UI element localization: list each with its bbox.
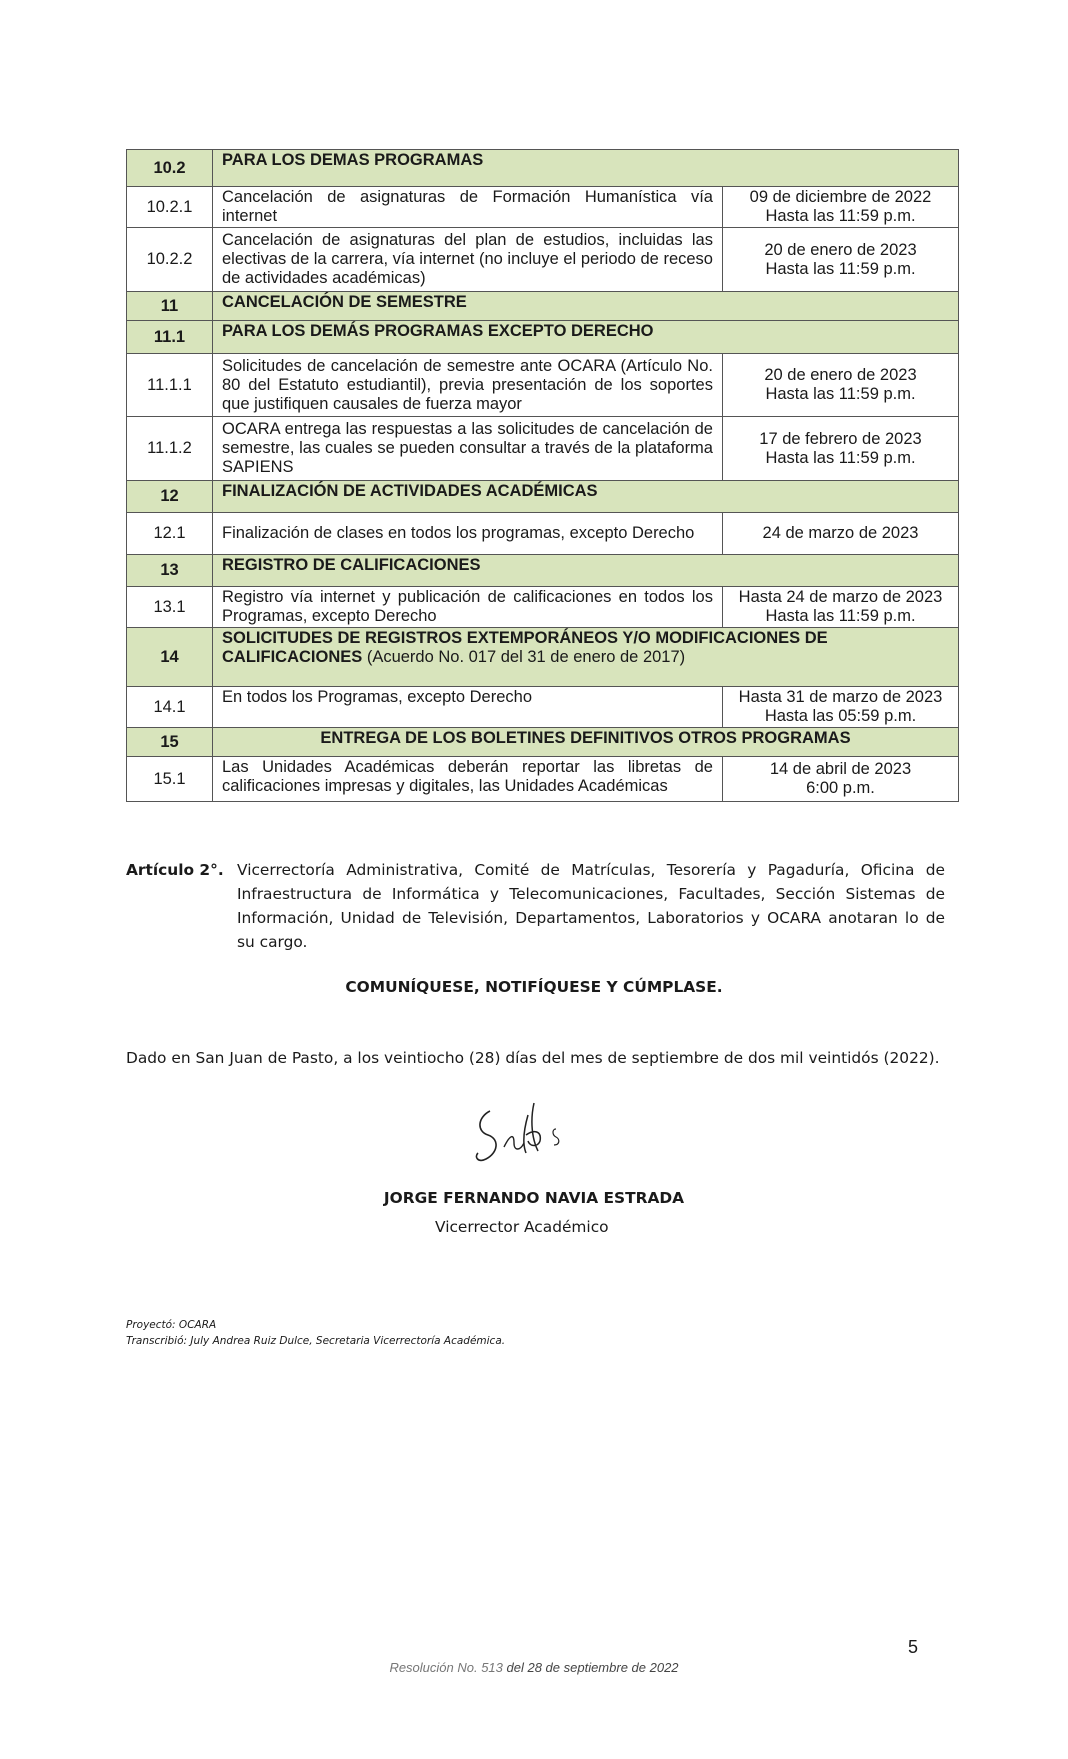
row-number: 13	[127, 555, 213, 587]
row-description: Registro vía internet y publicación de calificaciones en todos los Programas, excepto Derecho	[213, 587, 723, 628]
row-description: Cancelación de asignaturas del plan de estudios, incluidas las electivas de la carrera, vía internet (no incluye el periodo de receso de actividades académicas)	[213, 228, 723, 292]
row-date: 24 de marzo de 2023	[722, 513, 958, 555]
section-title: ENTREGA DE LOS BOLETINES DEFINITIVOS OTROS PROGRAMAS	[213, 728, 959, 757]
signer-title: Vicerrector Académico	[435, 1218, 609, 1236]
row-number: 10.2	[127, 150, 213, 187]
row-number: 12	[127, 481, 213, 513]
schedule-table	[126, 149, 959, 802]
table-row	[127, 354, 959, 417]
row-number: 11.1	[127, 321, 213, 354]
row-date: 20 de enero de 2023 Hasta las 11:59 p.m.	[722, 354, 958, 417]
signature-image	[468, 1095, 618, 1175]
row-date: 14 de abril de 2023 6:00 p.m.	[722, 757, 958, 802]
article-body: Vicerrectoría Administrativa, Comité de Matrículas, Tesorería y Pagaduría, Oficina de Infraestructura de Informática y Telecomunicaciones, Facultades, Sección Sistemas de Información, Unidad de Televisión, Departamentos, Laboratorios y OCARA anotaran lo de su cargo.	[237, 861, 945, 951]
section-title: SOLICITUDES DE REGISTROS EXTEMPORÁNEOS Y/O MODIFICACIONES DE CALIFICACIONES (Acuerdo No. 017 del 31 de enero de 2017)	[213, 628, 959, 687]
table-row	[127, 757, 959, 802]
section-row	[127, 628, 959, 687]
section-title: CANCELACIÓN DE SEMESTRE	[213, 292, 959, 321]
row-date: 17 de febrero de 2023 Hasta las 11:59 p.m.	[722, 417, 958, 481]
row-description: Cancelación de asignaturas de Formación Humanística vía internet	[213, 187, 723, 228]
row-number: 14.1	[127, 687, 213, 728]
row-number: 15.1	[127, 757, 213, 802]
row-description: En todos los Programas, excepto Derecho	[213, 687, 723, 728]
table-row	[127, 187, 959, 228]
table-row	[127, 587, 959, 628]
closing-formula: COMUNÍQUESE, NOTIFÍQUESE Y CÚMPLASE.	[345, 978, 723, 996]
page-number: 5	[908, 1637, 919, 1657]
section-row	[127, 481, 959, 513]
row-number: 11.1.1	[127, 354, 213, 417]
table-row	[127, 513, 959, 555]
row-number: 11	[127, 292, 213, 321]
row-number: 10.2.2	[127, 228, 213, 292]
transcribed-line: Transcribió: July Andrea Ruiz Dulce, Secretaria Vicerrectoría Académica.	[126, 1335, 506, 1347]
row-number: 12.1	[127, 513, 213, 555]
row-description: OCARA entrega las respuestas a las solicitudes de cancelación de semestre, las cuales se pueden consultar a través de la plataforma SAPIENS	[213, 417, 723, 481]
row-description: Solicitudes de cancelación de semestre ante OCARA (Artículo No. 80 del Estatuto estudiantil), previa presentación de los soportes que justifiquen causales de fuerza mayor	[213, 354, 723, 417]
row-date: Hasta 24 de marzo de 2023 Hasta las 11:59 p.m.	[722, 587, 958, 628]
row-description: Finalización de clases en todos los programas, excepto Derecho	[213, 513, 723, 555]
section-row	[127, 292, 959, 321]
section-title: PARA LOS DEMAS PROGRAMAS	[213, 150, 959, 187]
row-date: 09 de diciembre de 2022 Hasta las 11:59 p.m.	[722, 187, 958, 228]
section-row	[127, 555, 959, 587]
row-number: 15	[127, 728, 213, 757]
article-label: Artículo 2°.	[126, 861, 224, 879]
row-date: Hasta 31 de marzo de 2023 Hasta las 05:59 p.m.	[722, 687, 958, 728]
given-statement: Dado en San Juan de Pasto, a los veintiocho (28) días del mes de septiembre de dos mil veintidós (2022).	[126, 1049, 940, 1067]
section-title: REGISTRO DE CALIFICACIONES	[213, 555, 959, 587]
project-line: Proyectó: OCARA	[126, 1319, 217, 1331]
section-title: PARA LOS DEMÁS PROGRAMAS EXCEPTO DERECHO	[213, 321, 959, 354]
row-number: 10.2.1	[127, 187, 213, 228]
signer-name: JORGE FERNANDO NAVIA ESTRADA	[383, 1189, 685, 1207]
table-row	[127, 687, 959, 728]
row-description: Las Unidades Académicas deberán reportar las libretas de calificaciones impresas y digitales, las Unidades Académicas	[213, 757, 723, 802]
section-row	[127, 321, 959, 354]
table-row	[127, 417, 959, 481]
section-row	[127, 728, 959, 757]
row-date: 20 de enero de 2023 Hasta las 11:59 p.m.	[722, 228, 958, 292]
section-row	[127, 150, 959, 187]
row-number: 14	[127, 628, 213, 687]
row-number: 11.1.2	[127, 417, 213, 481]
row-number: 13.1	[127, 587, 213, 628]
table-row	[127, 228, 959, 292]
footer: Resolución No. 513 del 28 de septiembre de 2022	[389, 1660, 679, 1675]
section-title: FINALIZACIÓN DE ACTIVIDADES ACADÉMICAS	[213, 481, 959, 513]
